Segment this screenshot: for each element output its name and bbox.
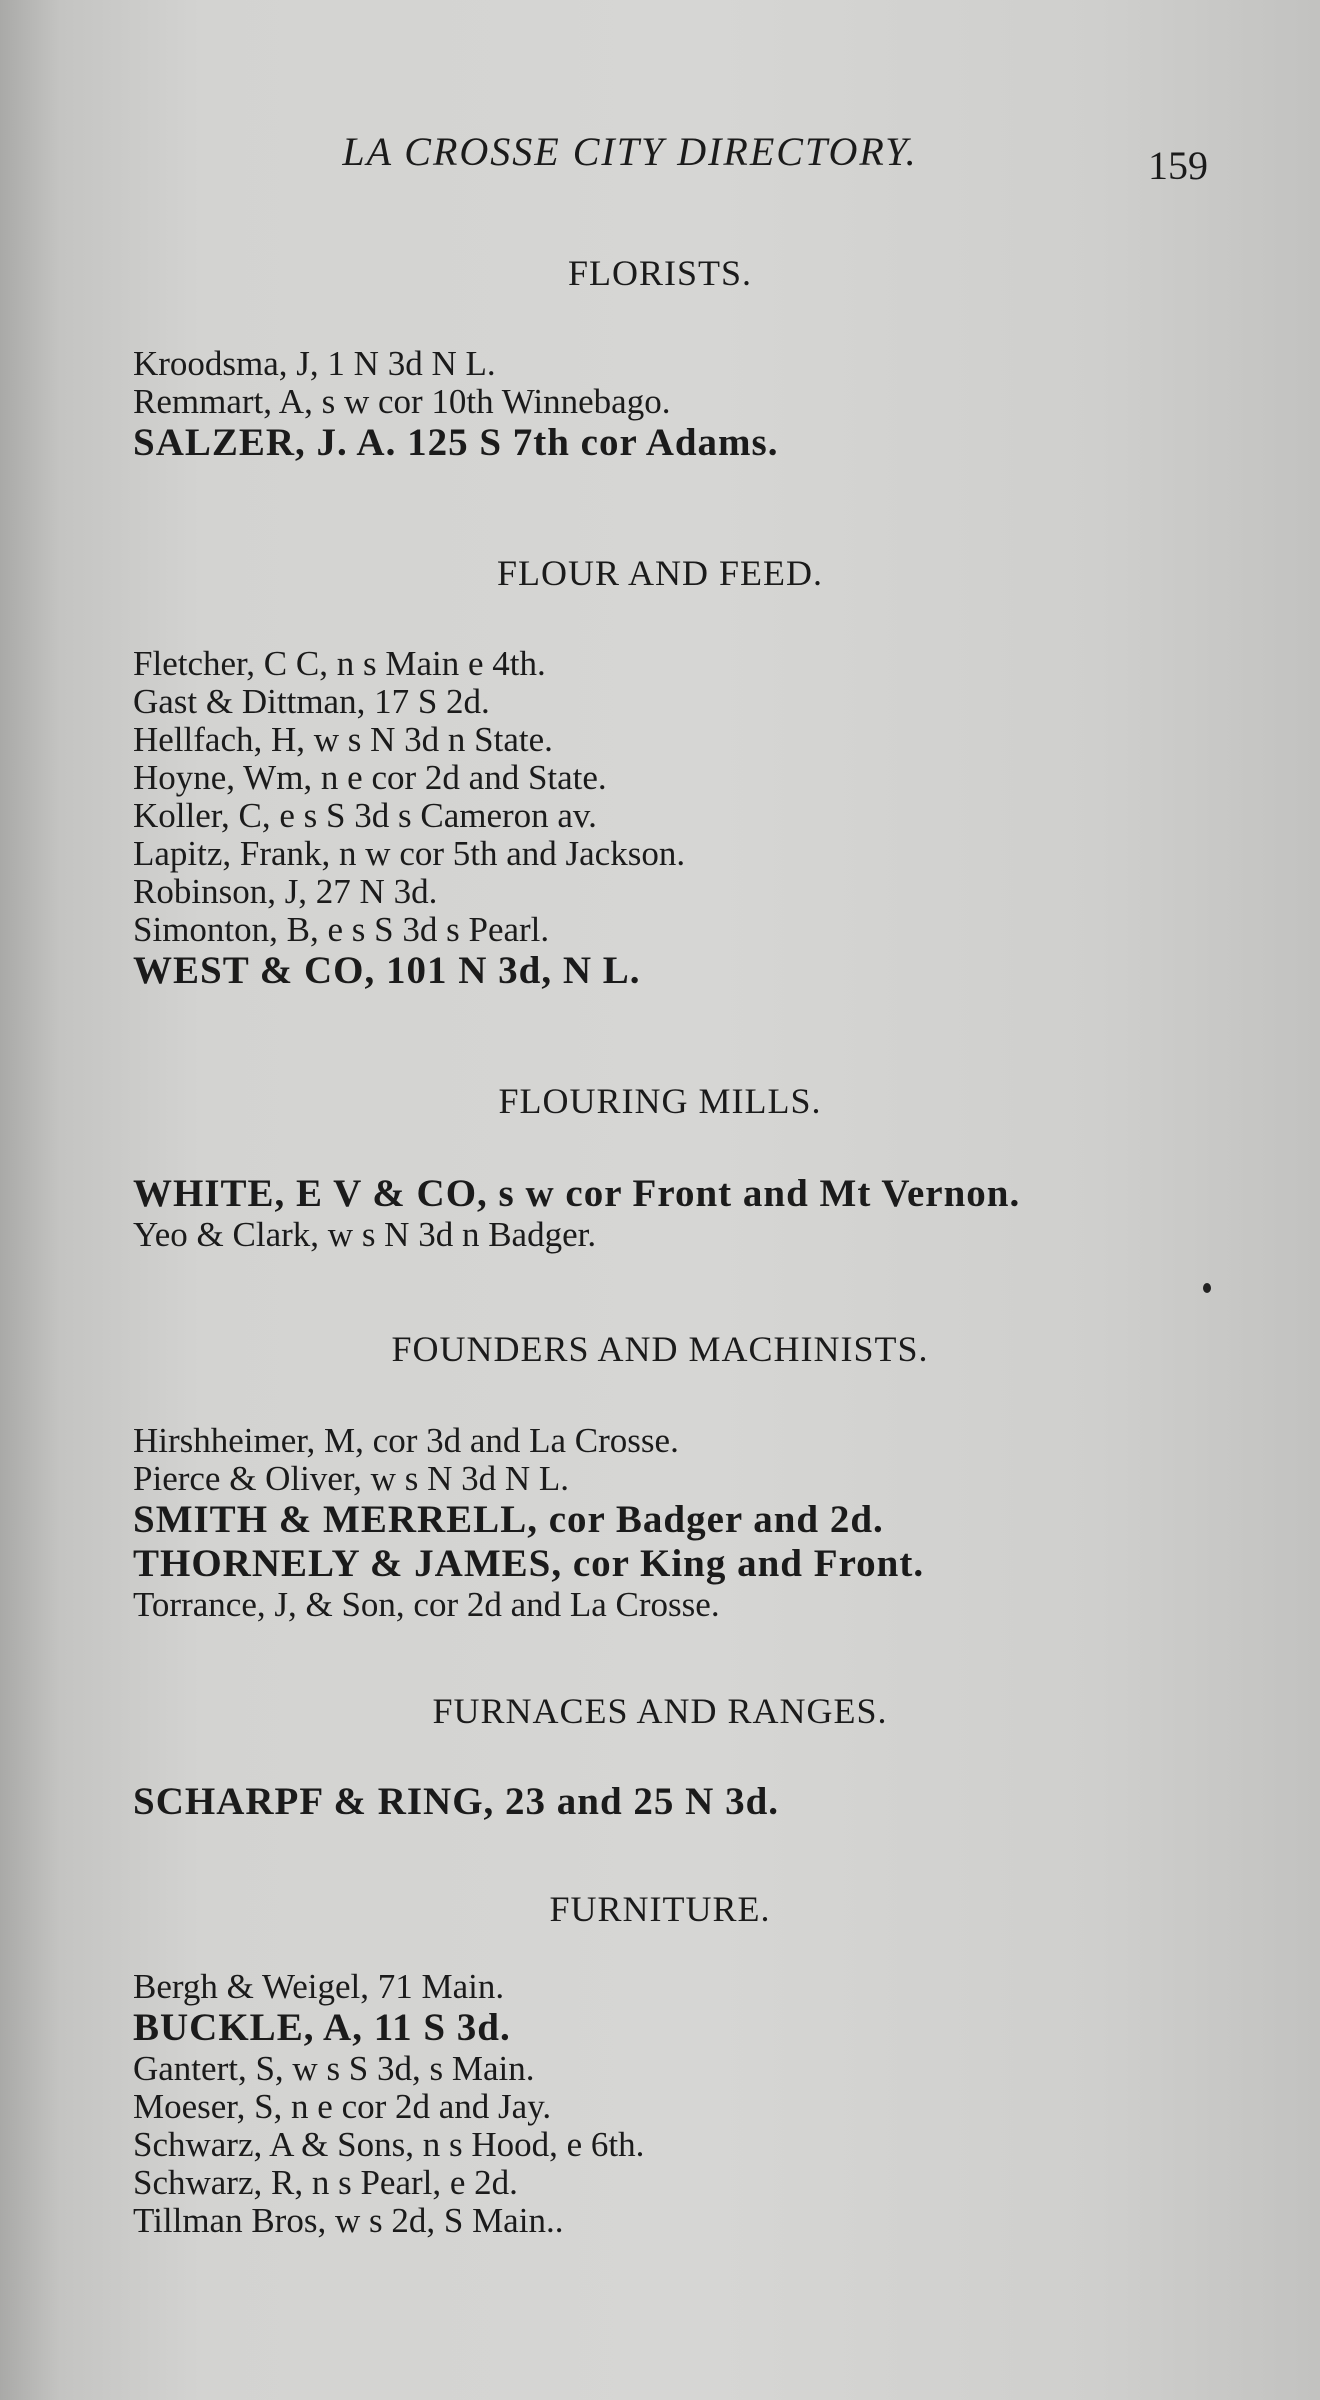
list-item: Remmart, A, s w cor 10th Winnebago. [133, 382, 671, 421]
section-heading-flouring-mills: FLOURING MILLS. [498, 1081, 822, 1121]
list-item: Robinson, J, 27 N 3d. [133, 872, 438, 911]
list-item: Torrance, J, & Son, cor 2d and La Crosse. [133, 1585, 720, 1624]
section-heading-flour-and-feed: FLOUR AND FEED. [496, 553, 824, 593]
list-item: Hirshheimer, M, cor 3d and La Crosse. [133, 1421, 679, 1460]
section-heading-furnaces-and-ranges: FURNACES AND RANGES. [432, 1691, 888, 1731]
section-entries-furnaces-and-ranges [133, 1780, 779, 1824]
list-item: WEST & CO, 101 N 3d, N L. [133, 949, 641, 992]
list-item: Yeo & Clark, w s N 3d n Badger. [133, 1215, 597, 1254]
running-head [0, 128, 1320, 175]
section-entries-furniture [133, 1968, 644, 2240]
section-entries-flour-and-feed [133, 645, 685, 993]
list-item: Schwarz, A & Sons, n s Hood, e 6th. [133, 2125, 645, 2164]
list-item: THORNELY & JAMES, cor King and Front. [133, 1542, 925, 1585]
list-item: Koller, C, e s S 3d s Cameron av. [133, 796, 597, 835]
section-entries-florists [133, 345, 778, 465]
list-item: Hellfach, H, w s N 3d n State. [133, 720, 553, 759]
section-heading-florists: FLORISTS. [567, 253, 753, 293]
list-item: SMITH & MERRELL, cor Badger and 2d. [133, 1498, 884, 1541]
ink-speck [1203, 1283, 1211, 1293]
list-item: WHITE, E V & CO, s w cor Front and Mt Vernon. [133, 1172, 1021, 1215]
list-item: Moeser, S, n e cor 2d and Jay. [133, 2087, 552, 2126]
list-item: Lapitz, Frank, n w cor 5th and Jackson. [133, 834, 686, 873]
list-item: Bergh & Weigel, 71 Main. [133, 1967, 505, 2006]
section-entries-founders-and-machinists [133, 1422, 924, 1624]
list-item: Fletcher, C C, n s Main e 4th. [133, 644, 546, 683]
list-item: Pierce & Oliver, w s N 3d N L. [133, 1459, 570, 1498]
list-item: Kroodsma, J, 1 N 3d N L. [133, 344, 496, 383]
list-item: Gantert, S, w s S 3d, s Main. [133, 2049, 535, 2088]
list-item: Hoyne, Wm, n e cor 2d and State. [133, 758, 607, 797]
list-item: SALZER, J. A. 125 S 7th cor Adams. [133, 421, 779, 464]
list-item: Tillman Bros, w s 2d, S Main.. [133, 2201, 564, 2240]
page-number: 159 [1148, 143, 1208, 188]
section-heading-furniture: FURNITURE. [549, 1889, 771, 1929]
list-item: BUCKLE, A, 11 S 3d. [133, 2006, 511, 2049]
list-item: Schwarz, R, n s Pearl, e 2d. [133, 2163, 518, 2202]
running-title: LA CROSSE CITY DIRECTORY. [342, 129, 918, 174]
section-heading-founders-and-machinists: FOUNDERS AND MACHINISTS. [391, 1329, 929, 1369]
section-entries-flouring-mills [133, 1172, 1020, 1254]
list-item: Simonton, B, e s S 3d s Pearl. [133, 910, 550, 949]
list-item: SCHARPF & RING, 23 and 25 N 3d. [133, 1780, 780, 1823]
list-item: Gast & Dittman, 17 S 2d. [133, 682, 490, 721]
